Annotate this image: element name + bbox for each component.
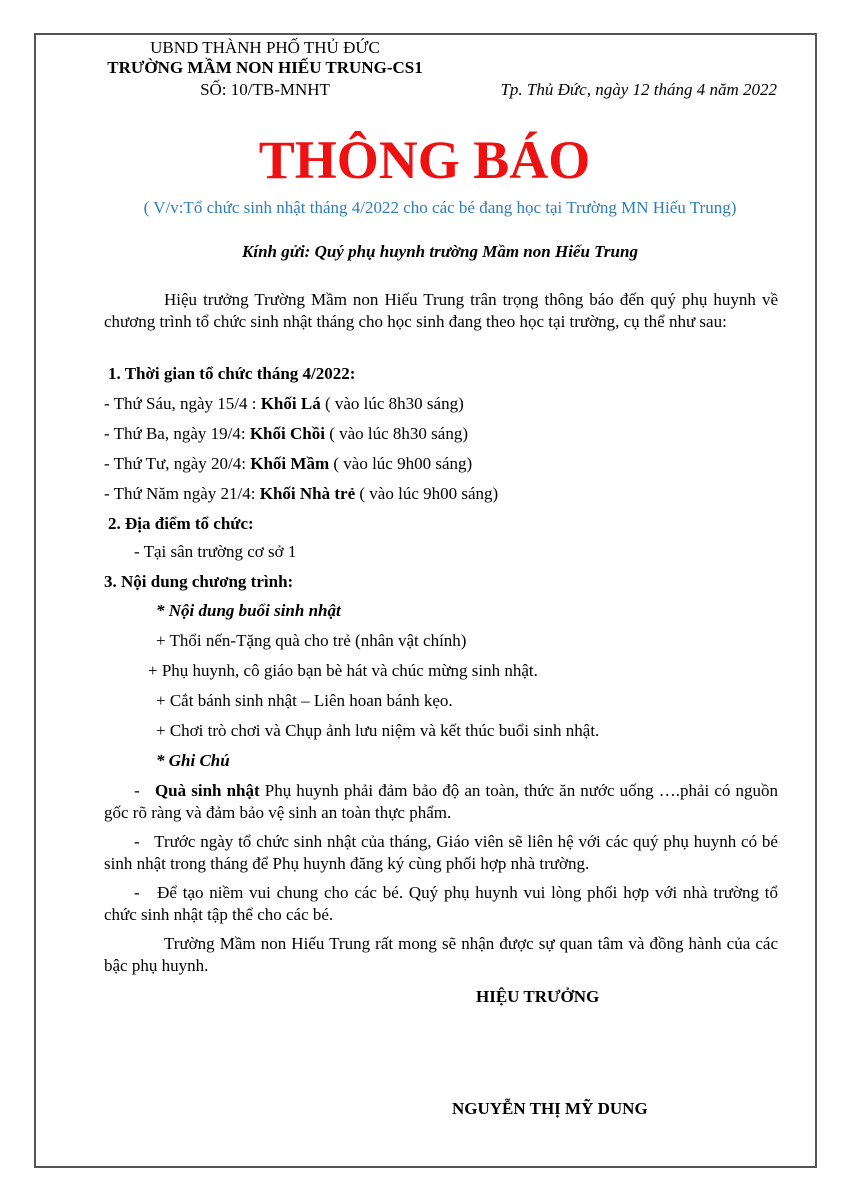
document-number: SỐ: 10/TB-MNHT (200, 80, 330, 99)
place-date: Tp. Thủ Đức, ngày 12 tháng 4 năm 2022 (500, 80, 777, 99)
signature-name: NGUYỄN THỊ MỸ DUNG (452, 1099, 648, 1118)
document-title: THÔNG BÁO (258, 130, 591, 190)
schedule-item: - Thứ Năm ngày 21/4: Khối Nhà trẻ ( vào lúc 9h00 sáng) (104, 484, 499, 503)
note-subheading: * Ghi Chú (156, 751, 230, 770)
greeting: Kính gửi: Quý phụ huynh trường Mầm non Hiếu Trung (242, 242, 638, 261)
section3-heading: 3. Nội dung chương trình: (104, 572, 294, 591)
section2-heading: 2. Địa điểm tổ chức: (108, 514, 254, 533)
note-1: - Quà sinh nhật Phụ huynh phải đảm bảo độ an toàn, thức ăn nước uống ….phải có nguồn gốc rõ ràng và đảm bảo vệ sinh an toàn thực phẩm. (104, 781, 778, 822)
program-item: + Chơi trò chơi và Chụp ảnh lưu niệm và kết thúc buổi sinh nhật. (156, 721, 600, 740)
closing-paragraph: Trường Mầm non Hiếu Trung rất mong sẽ nhận được sự quan tâm và đồng hành của các bậc phụ huynh. (104, 934, 778, 975)
schedule-item: - Thứ Ba, ngày 19/4: Khối Chồi ( vào lúc 8h30 sáng) (104, 424, 468, 443)
program-subheading: * Nội dung buổi sinh nhật (156, 601, 341, 620)
note-3: - Để tạo niềm vui chung cho các bé. Quý phụ huynh vui lòng phối hợp với nhà trường tổ chức sinh nhật tập thể cho các bé. (104, 883, 778, 924)
document-subject: ( V/v:Tổ chức sinh nhật tháng 4/2022 cho các bé đang học tại Trường MN Hiếu Trung) (143, 198, 737, 217)
note-2: - Trước ngày tổ chức sinh nhật của tháng, Giáo viên sẽ liên hệ với các quý phụ huynh có bé sinh nhật trong tháng để Phụ huynh đăng ký cùng phối hợp nhà trường. (104, 832, 778, 873)
program-item: + Phụ huynh, cô giáo bạn bè hát và chúc mừng sinh nhật. (148, 661, 538, 680)
schedule-item: - Thứ Sáu, ngày 15/4 : Khối Lá ( vào lúc 8h30 sáng) (104, 394, 464, 413)
intro-paragraph: Hiệu trưởng Trường Mầm non Hiếu Trung trân trọng thông báo đến quý phụ huynh về chương trình tổ chức sinh nhật tháng cho học sinh đang theo học tại trường, cụ thể như sau: (104, 290, 778, 331)
program-item: + Cắt bánh sinh nhật – Liên hoan bánh kẹo. (156, 691, 453, 710)
schedule-item: - Thứ Tư, ngày 20/4: Khối Mầm ( vào lúc 9h00 sáng) (104, 454, 473, 473)
section1-heading: 1. Thời gian tổ chức tháng 4/2022: (108, 364, 356, 383)
location-item: - Tại sân trường cơ sở 1 (134, 542, 297, 561)
program-item: + Thổi nến-Tặng quà cho trẻ (nhân vật chính) (156, 631, 467, 650)
school-name: TRƯỜNG MẦM NON HIẾU TRUNG-CS1 (107, 58, 423, 77)
signature-role: HIỆU TRƯỞNG (476, 987, 600, 1006)
authority-name: UBND THÀNH PHỐ THỦ ĐỨC (150, 38, 380, 57)
